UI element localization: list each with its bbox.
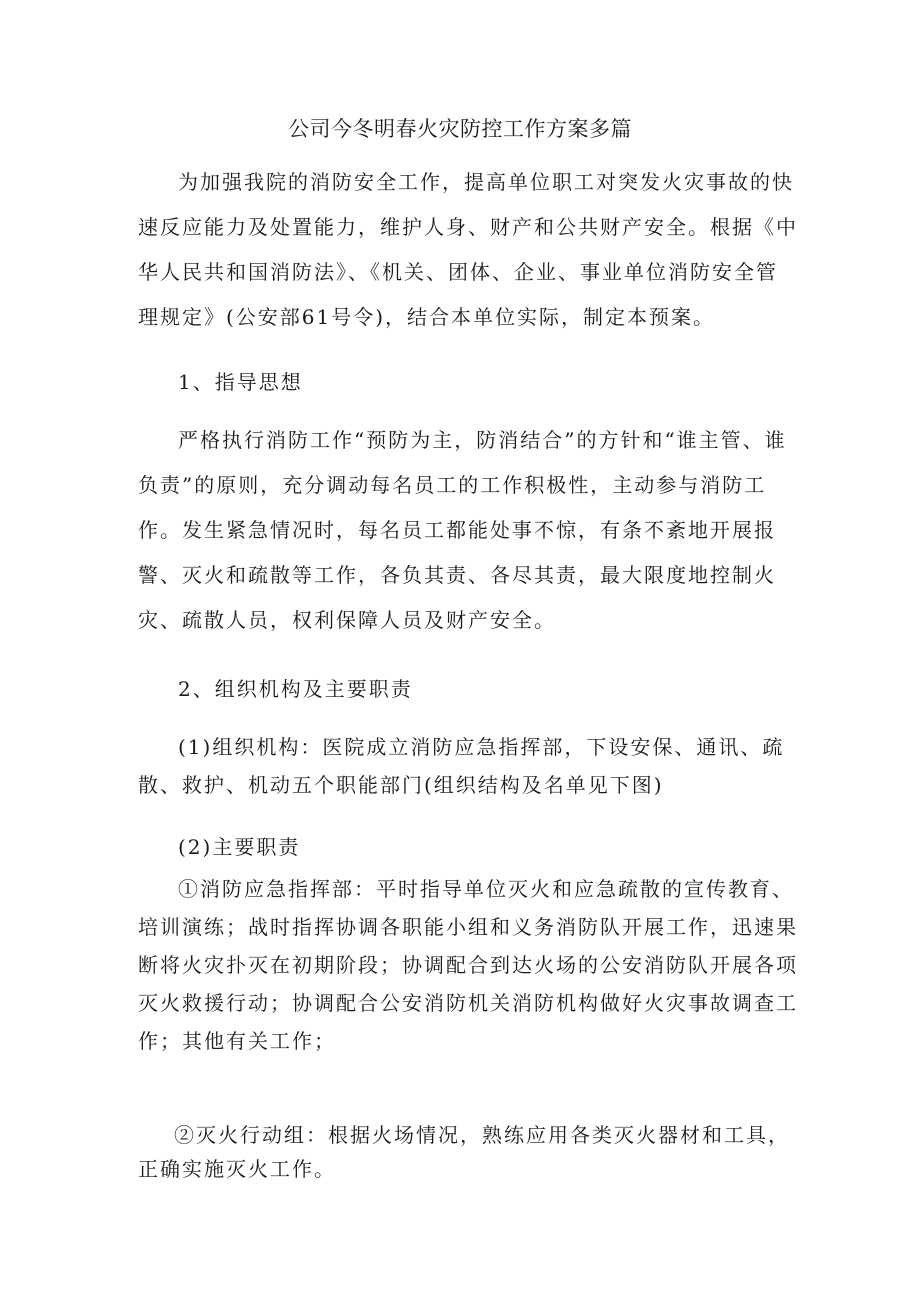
- firefighting-team-paragraph: ②灭火行动组：根据火场情况，熟练应用各类灭火器材和工具，正确实施灭火工作。: [138, 1123, 790, 1181]
- organization-structure-paragraph: (1)组织机构：医院成立消防应急指挥部，下设安保、通讯、疏散、救护、机动五个职能部门(组织结构及名单见下图): [138, 735, 785, 797]
- section-heading-organization: 2、组织机构及主要职责: [178, 677, 413, 701]
- section-heading-guiding-ideology: 1、指导思想: [178, 370, 303, 394]
- command-duties-paragraph: ①消防应急指挥部：平时指导单位灭火和应急疏散的宣传教育、培训演练；战时指挥协调各职能小组和义务消防队开展工作，迅速果断将火灾扑灭在初期阶段；协调配合到达火场的公安消防队开展各项灭火救援行动；协调配合公安消防机关消防机构做好火灾事故调查工作；其他有关工作；: [138, 877, 798, 1053]
- intro-paragraph: 为加强我院的消防安全工作，提高单位职工对突发火灾事故的快速反应能力及处置能力，维护人身、财产和公共财产安全。根据《中华人民共和国消防法》、《机关、团体、企业、事业单位消防安全管理规定》(公安部61号令)，结合本单位实际，制定本预案。: [138, 170, 798, 329]
- main-duties-heading: (2)主要职责: [178, 835, 301, 859]
- document-title: 公司今冬明春火灾防控工作方案多篇: [288, 117, 632, 141]
- guiding-ideology-paragraph: 严格执行消防工作“预防为主，防消结合”的方针和“谁主管、谁负责”的原则，充分调动每名员工的工作积极性，主动参与消防工作。发生紧急情况时，每名员工都能处事不惊，有条不紊地开展报警、灭火和疏散等工作，各负其责、各尽其责，最大限度地控制火灾、疏散人员，权利保障人员及财产安全。: [138, 428, 787, 632]
